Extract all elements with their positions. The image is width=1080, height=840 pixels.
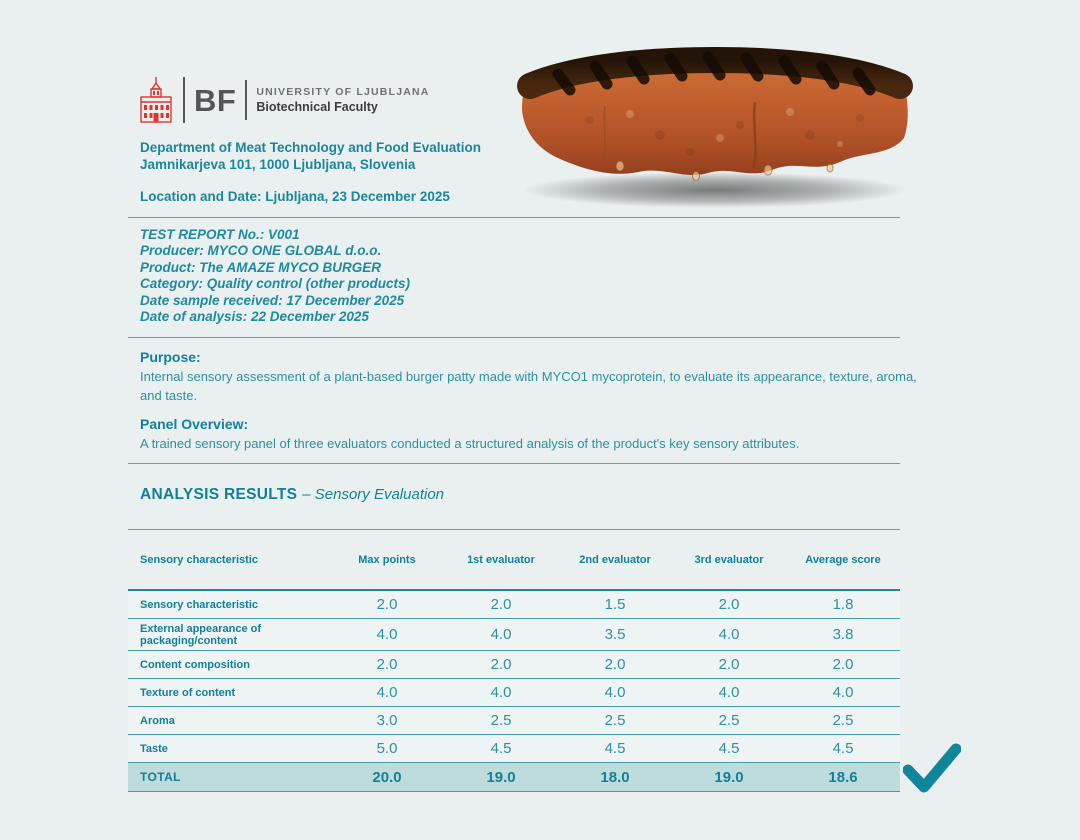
table-cell: 3.8 bbox=[832, 626, 854, 643]
table-cell: 4.0 bbox=[490, 684, 512, 701]
total-cell: 18.6 bbox=[828, 768, 858, 786]
column-header: 2nd evaluator bbox=[579, 554, 651, 566]
location-date-line: Location and Date: Ljubljana, 23 December 2025 bbox=[140, 189, 450, 204]
table-cell: 4.0 bbox=[490, 626, 512, 643]
logo-divider bbox=[245, 80, 247, 120]
report-producer: Producer: MYCO ONE GLOBAL d.o.o. bbox=[140, 243, 382, 259]
grilled-burger-patty-photo bbox=[510, 40, 920, 212]
table-row bbox=[128, 735, 900, 763]
table-cell: 2.0 bbox=[490, 656, 512, 673]
report-number: TEST REPORT No.: V001 bbox=[140, 227, 300, 242]
table-cell: 3.0 bbox=[376, 712, 398, 729]
table-cell: 2.0 bbox=[490, 596, 512, 613]
table-cell: 4.0 bbox=[376, 626, 398, 643]
column-header: 1st evaluator bbox=[467, 554, 535, 566]
purpose-heading: Purpose: bbox=[140, 349, 201, 365]
table-total-row bbox=[128, 763, 900, 792]
analysis-results-heading bbox=[140, 486, 444, 504]
table-cell: 2.0 bbox=[376, 596, 398, 613]
row-label: Sensory characteristic bbox=[140, 598, 259, 611]
table-cell: 3.5 bbox=[604, 626, 626, 643]
checkmark-icon bbox=[903, 741, 961, 797]
column-header: 3rd evaluator bbox=[694, 554, 764, 566]
table-cell: 4.0 bbox=[376, 684, 398, 701]
report-product: Product: The AMAZE MYCO BURGER bbox=[140, 259, 381, 275]
table-cell: 2.0 bbox=[718, 656, 740, 673]
total-cell: 18.0 bbox=[600, 768, 630, 786]
logo-faculty-name: Biotechnical Faculty bbox=[256, 100, 378, 114]
table-cell: 4.0 bbox=[718, 626, 740, 643]
table-cell: 2.5 bbox=[604, 712, 626, 729]
logo-divider bbox=[183, 77, 185, 123]
row-label: Taste bbox=[140, 742, 168, 755]
table-row bbox=[128, 679, 900, 707]
table-cell: 1.8 bbox=[832, 596, 854, 613]
table-row bbox=[128, 591, 900, 619]
table-cell: 4.5 bbox=[490, 740, 512, 757]
divider-line bbox=[128, 217, 900, 218]
report-date-analysis: Date of analysis: 22 December 2025 bbox=[140, 309, 369, 325]
address-line: Jamnikarjeva 101, 1000 Ljubljana, Slovenia bbox=[140, 157, 416, 172]
divider-line bbox=[128, 529, 900, 530]
logo-name-block bbox=[256, 86, 429, 114]
table-cell: 4.0 bbox=[604, 684, 626, 701]
panel-heading: Panel Overview: bbox=[140, 416, 249, 432]
table-cell: 2.0 bbox=[832, 656, 854, 673]
total-cell: 19.0 bbox=[714, 768, 744, 786]
sensory-evaluation-table bbox=[128, 546, 900, 792]
table-header-row bbox=[128, 546, 900, 591]
divider-line bbox=[128, 463, 900, 464]
total-cell: 19.0 bbox=[486, 768, 516, 786]
department-line: Department of Meat Technology and Food Evaluation bbox=[140, 140, 482, 155]
row-label: Texture of content bbox=[140, 686, 236, 699]
table-cell: 4.0 bbox=[832, 684, 854, 701]
table-cell: 4.5 bbox=[832, 740, 854, 757]
table-row bbox=[128, 651, 900, 679]
logo-university-name: UNIVERSITY OF LJUBLJANA bbox=[256, 86, 430, 98]
total-label: TOTAL bbox=[140, 770, 181, 784]
table-cell: 2.0 bbox=[604, 656, 626, 673]
table-cell: 2.5 bbox=[832, 712, 854, 729]
table-cell: 1.5 bbox=[604, 596, 626, 613]
table-cell: 5.0 bbox=[376, 740, 398, 757]
table-cell: 2.0 bbox=[718, 596, 740, 613]
column-header: Average score bbox=[805, 554, 881, 566]
report-date-received: Date sample received: 17 December 2025 bbox=[140, 292, 405, 308]
table-cell: 4.5 bbox=[718, 740, 740, 757]
table-cell: 2.5 bbox=[718, 712, 740, 729]
university-logo bbox=[138, 76, 430, 124]
table-cell: 4.5 bbox=[604, 740, 626, 757]
purpose-body: Internal sensory assessment of a plant-based burger patty made with MYCO1 mycoprotein, to evaluate its appearance, texture, aroma, and taste. bbox=[140, 369, 917, 403]
row-label: Content composition bbox=[140, 658, 250, 671]
row-label: External appearance of packaging/content bbox=[140, 622, 262, 647]
analysis-results-title: ANALYSIS RESULTS bbox=[140, 486, 298, 503]
column-header: Max points bbox=[358, 554, 416, 566]
department-address-block bbox=[140, 139, 481, 173]
table-cell: 4.0 bbox=[718, 684, 740, 701]
column-header: Sensory characteristic bbox=[140, 554, 259, 566]
row-label: Aroma bbox=[140, 714, 175, 727]
total-cell: 20.0 bbox=[372, 768, 402, 786]
report-info-block bbox=[140, 227, 410, 325]
panel-body: A trained sensory panel of three evaluators conducted a structured analysis of the product's key sensory attributes. bbox=[140, 436, 800, 451]
table-cell: 2.0 bbox=[376, 656, 398, 673]
analysis-results-subtitle: – Sensory Evaluation bbox=[302, 486, 445, 503]
logo-bf-text: BF bbox=[194, 82, 237, 118]
table-row bbox=[128, 619, 900, 651]
university-building-icon bbox=[138, 76, 174, 124]
table-row bbox=[128, 707, 900, 735]
table-cell: 2.5 bbox=[490, 712, 512, 729]
divider-line bbox=[128, 337, 900, 338]
report-category: Category: Quality control (other products) bbox=[140, 276, 411, 292]
